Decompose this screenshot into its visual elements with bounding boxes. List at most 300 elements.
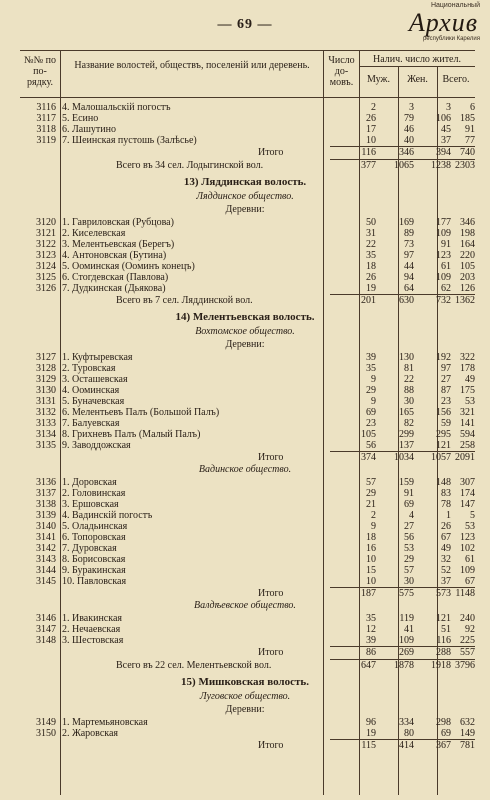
- row-name: 6. Лашутино: [62, 124, 116, 135]
- total-rule: [330, 294, 475, 295]
- row-name: 6. Стогдевская (Павлова): [62, 272, 169, 283]
- male-cell: 53: [404, 543, 414, 554]
- subheader-rule: [359, 66, 475, 67]
- male-cell: 41: [404, 624, 414, 635]
- table-row: [20, 250, 475, 261]
- female-cell: 121: [436, 440, 451, 451]
- header-present: Налич. число жител.: [373, 54, 461, 65]
- total-cell: 225: [460, 635, 475, 646]
- houses-cell: 19: [366, 283, 376, 294]
- row-number: 3134: [36, 429, 56, 440]
- society-heading: Вохтомское общество.: [195, 326, 295, 337]
- section-heading: 15) Мишковская волость.: [181, 676, 309, 688]
- total-rule: [330, 739, 475, 740]
- houses-cell: 18: [366, 532, 376, 543]
- row-number: 3130: [36, 385, 56, 396]
- female-cell: 1238: [431, 160, 451, 171]
- row-number: 3135: [36, 440, 56, 451]
- female-cell: 37: [441, 135, 451, 146]
- row-number: 3142: [36, 543, 56, 554]
- table-row: [20, 565, 475, 576]
- male-cell: 130: [399, 352, 414, 363]
- table-row: [20, 272, 475, 283]
- female-cell: 62: [441, 283, 451, 294]
- table-row: [20, 217, 475, 228]
- female-cell: 67: [441, 532, 451, 543]
- total-cell: 2091: [455, 452, 475, 463]
- houses-cell: 35: [366, 250, 376, 261]
- total-cell: 105: [460, 261, 475, 272]
- table-row: [20, 728, 475, 739]
- total-cell: 258: [460, 440, 475, 451]
- female-cell: 45: [441, 124, 451, 135]
- row-number: 3150: [36, 728, 56, 739]
- houses-cell: 35: [366, 363, 376, 374]
- female-cell: 116: [436, 635, 451, 646]
- houses-cell: 21: [366, 499, 376, 510]
- row-number: 3144: [36, 565, 56, 576]
- houses-cell: 86: [366, 647, 376, 658]
- row-name: 2. Головинская: [62, 488, 126, 499]
- total-label: Итого: [258, 147, 284, 158]
- row-number: 3133: [36, 418, 56, 429]
- subtotal-row: [20, 147, 475, 158]
- row-number: 3149: [36, 717, 56, 728]
- row-number: 3127: [36, 352, 56, 363]
- row-name: 2. Киселевская: [62, 228, 126, 239]
- male-cell: 73: [404, 239, 414, 250]
- total-cell: 147: [460, 499, 475, 510]
- table-row: [20, 635, 475, 646]
- male-cell: 29: [404, 554, 414, 565]
- female-cell: 148: [436, 477, 451, 488]
- houses-cell: 9: [371, 396, 376, 407]
- table-row: [20, 261, 475, 272]
- female-cell: 732: [436, 295, 451, 306]
- row-number: 3118: [36, 124, 56, 135]
- total-cell: 2303: [455, 160, 475, 171]
- female-cell: 83: [441, 488, 451, 499]
- row-name: 6. Топоровская: [62, 532, 126, 543]
- female-cell: 32: [441, 554, 451, 565]
- houses-cell: 16: [366, 543, 376, 554]
- male-cell: 30: [404, 396, 414, 407]
- society-heading: Валдѣевское общество.: [194, 600, 296, 611]
- total-cell: 174: [460, 488, 475, 499]
- houses-cell: 10: [366, 135, 376, 146]
- female-cell: 298: [436, 717, 451, 728]
- row-name: 8. Борисовская: [62, 554, 126, 565]
- houses-cell: 96: [366, 717, 376, 728]
- row-number: 3123: [36, 250, 56, 261]
- row-name: 4. Малошальскій погостъ: [62, 102, 171, 113]
- table-row: [20, 283, 475, 294]
- table-row: [20, 135, 475, 146]
- row-name: 3. Шестовская: [62, 635, 124, 646]
- total-rule: [330, 646, 475, 647]
- total-cell: 1362: [455, 295, 475, 306]
- society-heading: Вадинское общество.: [198, 464, 292, 475]
- total-label: Итого: [258, 740, 284, 751]
- row-number: 3139: [36, 510, 56, 521]
- houses-cell: 647: [361, 660, 376, 671]
- total-cell: 5: [470, 510, 475, 521]
- houses-cell: 374: [361, 452, 376, 463]
- male-cell: 69: [404, 499, 414, 510]
- row-name: 5. Оладьинская: [62, 521, 128, 532]
- female-cell: 37: [441, 576, 451, 587]
- total-cell: 3796: [455, 660, 475, 671]
- row-name: 9. Буракинская: [62, 565, 126, 576]
- total-cell: 175: [460, 385, 475, 396]
- houses-cell: 377: [361, 160, 376, 171]
- houses-cell: 105: [361, 429, 376, 440]
- grand-total-row: [20, 160, 475, 171]
- logo-line-3: республики Карелия: [422, 36, 480, 42]
- houses-cell: 12: [366, 624, 376, 635]
- row-name: 4. Вадинскій погостъ: [62, 510, 153, 521]
- row-number: 3119: [36, 135, 56, 146]
- row-name: 2. Нечаевская: [62, 624, 121, 635]
- villages-heading: Деревни:: [225, 204, 265, 215]
- female-cell: 49: [441, 543, 451, 554]
- row-name: 7. Дуровская: [62, 543, 117, 554]
- female-cell: 3: [446, 102, 451, 113]
- total-label: Всего въ 7 сел. Ляддинской вол.: [116, 295, 253, 306]
- table-row: [20, 532, 475, 543]
- total-cell: 740: [460, 147, 475, 158]
- total-cell: 1148: [455, 588, 475, 599]
- row-number: 3126: [36, 283, 56, 294]
- row-name: 8. Грихневъ Палъ (Малый Палъ): [62, 429, 201, 440]
- male-cell: 1878: [394, 660, 414, 671]
- female-cell: 61: [441, 261, 451, 272]
- total-cell: 321: [460, 407, 475, 418]
- row-name: 4. Антоновская (Бутина): [62, 250, 167, 261]
- male-cell: 56: [404, 532, 414, 543]
- female-cell: 192: [436, 352, 451, 363]
- row-number: 3116: [36, 102, 56, 113]
- female-cell: 59: [441, 418, 451, 429]
- total-cell: 53: [465, 396, 475, 407]
- male-cell: 1065: [394, 160, 414, 171]
- total-cell: 594: [460, 429, 475, 440]
- header-female: Жен.: [407, 74, 428, 85]
- total-cell: 178: [460, 363, 475, 374]
- male-cell: 3: [409, 102, 414, 113]
- table-row: [20, 407, 475, 418]
- male-cell: 88: [404, 385, 414, 396]
- male-cell: 1034: [394, 452, 414, 463]
- row-number: 3132: [36, 407, 56, 418]
- row-number: 3122: [36, 239, 56, 250]
- row-name: 4. Ооминская: [62, 385, 120, 396]
- table-row: [20, 624, 475, 635]
- row-name: 10. Павловская: [62, 576, 127, 587]
- total-cell: 557: [460, 647, 475, 658]
- male-cell: 79: [404, 113, 414, 124]
- total-cell: 346: [460, 217, 475, 228]
- total-rule: [330, 146, 475, 147]
- male-cell: 81: [404, 363, 414, 374]
- table-row: [20, 239, 475, 250]
- table-row: [20, 717, 475, 728]
- subtotal-row: [20, 740, 475, 751]
- male-cell: 82: [404, 418, 414, 429]
- female-cell: 52: [441, 565, 451, 576]
- table-row: [20, 521, 475, 532]
- header-bottom-rule: [20, 97, 475, 98]
- table-row: [20, 440, 475, 451]
- table-row: [20, 396, 475, 407]
- total-label: Итого: [258, 452, 284, 463]
- houses-cell: 15: [366, 565, 376, 576]
- male-cell: 64: [404, 283, 414, 294]
- total-cell: 123: [460, 532, 475, 543]
- header-male: Муж.: [367, 74, 390, 85]
- row-name: 1. Доровская: [62, 477, 117, 488]
- total-cell: 203: [460, 272, 475, 283]
- female-cell: 91: [441, 239, 451, 250]
- houses-cell: 2: [371, 510, 376, 521]
- row-number: 3129: [36, 374, 56, 385]
- row-number: 3148: [36, 635, 56, 646]
- row-name: 9. Заводдожская: [62, 440, 131, 451]
- female-cell: 23: [441, 396, 451, 407]
- table-row: [20, 352, 475, 363]
- female-cell: 573: [436, 588, 451, 599]
- total-cell: 102: [460, 543, 475, 554]
- total-cell: 781: [460, 740, 475, 751]
- total-cell: 126: [460, 283, 475, 294]
- male-cell: 57: [404, 565, 414, 576]
- houses-cell: 57: [366, 477, 376, 488]
- female-cell: 123: [436, 250, 451, 261]
- male-cell: 22: [404, 374, 414, 385]
- row-name: 2. Туровская: [62, 363, 116, 374]
- table-row: [20, 113, 475, 124]
- houses-cell: 26: [366, 113, 376, 124]
- row-number: 3128: [36, 363, 56, 374]
- subtotal-row: [20, 588, 475, 599]
- male-cell: 159: [399, 477, 414, 488]
- total-cell: 109: [460, 565, 475, 576]
- header-houses: Число до- мовъ.: [328, 55, 355, 88]
- houses-cell: 50: [366, 217, 376, 228]
- society-heading: Ляддинское общество.: [196, 191, 294, 202]
- houses-cell: 9: [371, 374, 376, 385]
- female-cell: 1: [446, 510, 451, 521]
- houses-cell: 56: [366, 440, 376, 451]
- female-cell: 1057: [431, 452, 451, 463]
- row-number: 3124: [36, 261, 56, 272]
- row-name: 5. Ооминская (Ооминъ конецъ): [62, 261, 195, 272]
- total-cell: 61: [465, 554, 475, 565]
- houses-cell: 2: [371, 102, 376, 113]
- male-cell: 346: [399, 147, 414, 158]
- total-rule: [330, 659, 475, 660]
- male-cell: 165: [399, 407, 414, 418]
- row-name: 3. Осташевская: [62, 374, 128, 385]
- table-row: [20, 576, 475, 587]
- table-row: [20, 477, 475, 488]
- row-number: 3143: [36, 554, 56, 565]
- female-cell: 106: [436, 113, 451, 124]
- row-number: 3141: [36, 532, 56, 543]
- male-cell: 27: [404, 521, 414, 532]
- table-top-rule: [20, 50, 475, 51]
- society-heading: Луговское общество.: [199, 691, 291, 702]
- houses-cell: 29: [366, 488, 376, 499]
- houses-cell: 69: [366, 407, 376, 418]
- total-cell: 220: [460, 250, 475, 261]
- total-cell: 77: [465, 135, 475, 146]
- houses-cell: 19: [366, 728, 376, 739]
- total-cell: 53: [465, 521, 475, 532]
- row-name: 3. Ершовская: [62, 499, 119, 510]
- houses-cell: 115: [361, 740, 376, 751]
- table-row: [20, 429, 475, 440]
- houses-cell: 187: [361, 588, 376, 599]
- table-row: [20, 499, 475, 510]
- houses-cell: 10: [366, 554, 376, 565]
- villages-heading: Деревни:: [225, 704, 265, 715]
- houses-cell: 31: [366, 228, 376, 239]
- logo-line-2: Архив: [408, 8, 478, 37]
- table-row: [20, 385, 475, 396]
- total-cell: 185: [460, 113, 475, 124]
- total-cell: 322: [460, 352, 475, 363]
- female-cell: 97: [441, 363, 451, 374]
- female-cell: 295: [436, 429, 451, 440]
- total-label: Итого: [258, 647, 284, 658]
- male-cell: 91: [404, 488, 414, 499]
- row-number: 3137: [36, 488, 56, 499]
- header-name: Название волостей, обществъ, поселеній или деревень.: [74, 60, 310, 71]
- total-cell: 91: [465, 124, 475, 135]
- houses-cell: 23: [366, 418, 376, 429]
- female-cell: 87: [441, 385, 451, 396]
- male-cell: 46: [404, 124, 414, 135]
- male-cell: 137: [399, 440, 414, 451]
- row-number: 3136: [36, 477, 56, 488]
- logo-line-1: Национальный: [430, 2, 480, 9]
- row-number: 3131: [36, 396, 56, 407]
- female-cell: 121: [436, 613, 451, 624]
- row-name: 2. Жаровская: [62, 728, 118, 739]
- total-cell: 632: [460, 717, 475, 728]
- row-number: 3146: [36, 613, 56, 624]
- table-row: [20, 124, 475, 135]
- male-cell: 97: [404, 250, 414, 261]
- row-number: 3121: [36, 228, 56, 239]
- row-number: 3138: [36, 499, 56, 510]
- grand-total-row: [20, 660, 475, 671]
- section-heading: 14) Мелентьевская волость.: [175, 311, 315, 323]
- houses-cell: 9: [371, 521, 376, 532]
- male-cell: 119: [399, 613, 414, 624]
- table-row: [20, 228, 475, 239]
- male-cell: 630: [399, 295, 414, 306]
- row-name: 5. Буначевская: [62, 396, 125, 407]
- subtotal-row: [20, 647, 475, 658]
- row-number: 3140: [36, 521, 56, 532]
- total-cell: 67: [465, 576, 475, 587]
- total-cell: 307: [460, 477, 475, 488]
- total-label: Всего въ 34 сел. Лодыгинской вол.: [116, 160, 264, 171]
- female-cell: 27: [441, 374, 451, 385]
- table-row: [20, 363, 475, 374]
- female-cell: 51: [441, 624, 451, 635]
- total-rule: [330, 451, 475, 452]
- table-row: [20, 374, 475, 385]
- total-rule: [330, 587, 475, 588]
- male-cell: 80: [404, 728, 414, 739]
- total-cell: 6: [470, 102, 475, 113]
- row-number: 3125: [36, 272, 56, 283]
- male-cell: 89: [404, 228, 414, 239]
- female-cell: 367: [436, 740, 451, 751]
- houses-cell: 26: [366, 272, 376, 283]
- houses-cell: 35: [366, 613, 376, 624]
- houses-cell: 116: [361, 147, 376, 158]
- row-name: 5. Есино: [62, 113, 99, 124]
- row-number: 3120: [36, 217, 56, 228]
- row-name: 7. Шеинская пустошь (Залѣсье): [62, 135, 197, 146]
- houses-cell: 22: [366, 239, 376, 250]
- female-cell: 26: [441, 521, 451, 532]
- female-cell: 394: [436, 147, 451, 158]
- female-cell: 177: [436, 217, 451, 228]
- male-cell: 575: [399, 588, 414, 599]
- subtotal-row: [20, 452, 475, 463]
- male-cell: 414: [399, 740, 414, 751]
- total-cell: 141: [460, 418, 475, 429]
- female-cell: 288: [436, 647, 451, 658]
- houses-cell: 18: [366, 261, 376, 272]
- table-row: [20, 510, 475, 521]
- table-row: [20, 418, 475, 429]
- row-number: 3145: [36, 576, 56, 587]
- male-cell: 169: [399, 217, 414, 228]
- row-name: 7. Балуевская: [62, 418, 120, 429]
- total-cell: 92: [465, 624, 475, 635]
- row-name: 1. Гавриловская (Рубцова): [62, 217, 174, 228]
- male-cell: 109: [399, 635, 414, 646]
- row-name: 3. Мелентьевская (Берегъ): [62, 239, 175, 250]
- table-row: [20, 102, 475, 113]
- row-number: 3147: [36, 624, 56, 635]
- total-label: Всего въ 22 сел. Мелентьевской вол.: [116, 660, 272, 671]
- male-cell: 94: [404, 272, 414, 283]
- male-cell: 30: [404, 576, 414, 587]
- total-cell: 240: [460, 613, 475, 624]
- grand-total-row: [20, 295, 475, 306]
- total-label: Итого: [258, 588, 284, 599]
- male-cell: 4: [409, 510, 414, 521]
- total-rule: [330, 159, 475, 160]
- table-row: [20, 543, 475, 554]
- section-heading: 13) Ляддинская волость.: [183, 176, 307, 188]
- male-cell: 299: [399, 429, 414, 440]
- header-no: №№ по по- рядку.: [24, 55, 56, 88]
- total-cell: 164: [460, 239, 475, 250]
- houses-cell: 10: [366, 576, 376, 587]
- female-cell: 109: [436, 272, 451, 283]
- male-cell: 40: [404, 135, 414, 146]
- female-cell: 1918: [431, 660, 451, 671]
- female-cell: 69: [441, 728, 451, 739]
